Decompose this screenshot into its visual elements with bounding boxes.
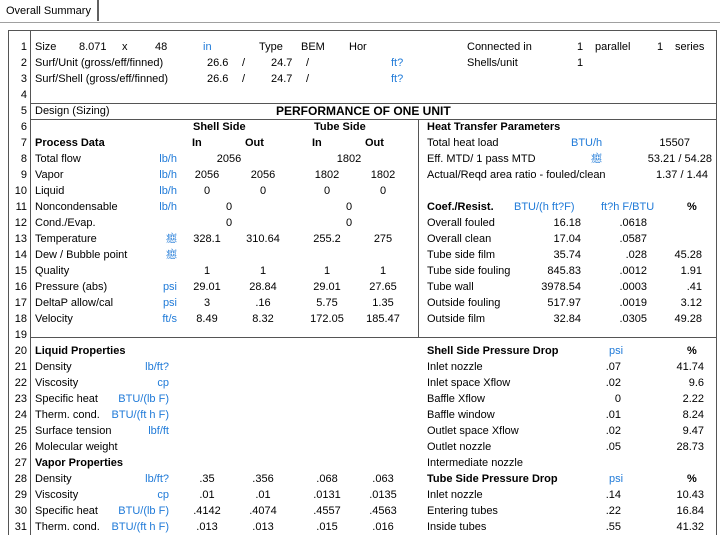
- row-number: 11: [15, 201, 27, 213]
- tube-in-value: 1: [323, 265, 331, 277]
- coef-row-label: Overall clean: [427, 233, 492, 245]
- vapor-row-unit[interactable]: BTU/(lb F): [118, 505, 169, 517]
- row-number: 17: [14, 297, 27, 309]
- process-row-unit[interactable]: lb/h: [159, 201, 177, 213]
- shell-in-value: 2056: [194, 169, 220, 181]
- coef-value: 517.97: [547, 297, 581, 309]
- orientation: Hor: [349, 41, 367, 53]
- heat-load-value: 15507: [659, 137, 690, 149]
- surf-shell-eff: 24.7: [271, 73, 293, 85]
- tube-in-value: 5.75: [316, 297, 338, 309]
- ssdp-psi-value: [579, 455, 621, 471]
- ssdp-pct-value: 9.47: [682, 425, 704, 437]
- coef-title: Coef./Resist.: [427, 201, 494, 213]
- ssdp-psi-value: .05: [605, 441, 621, 453]
- tube-out-value: 185.47: [366, 313, 400, 325]
- tsdp-row-label: Inside tubes: [427, 521, 487, 533]
- surf-shell-gross: 26.6: [207, 73, 229, 85]
- row-number: 9: [20, 169, 27, 181]
- vapor-ti-value: .015: [316, 521, 338, 533]
- vapor-row-label: Specific heat: [35, 505, 98, 517]
- row-number: 25: [14, 425, 27, 437]
- surf-unit-gross: 26.6: [207, 57, 229, 69]
- shell-out-header: Out: [245, 137, 264, 149]
- process-row-unit[interactable]: lb/h: [159, 185, 177, 197]
- row-number: 19: [14, 329, 27, 341]
- ssdp-title: Shell Side Pressure Drop: [427, 345, 559, 357]
- row-number: 20: [14, 345, 27, 357]
- row-number: 2: [20, 57, 27, 69]
- surf-unit-unit[interactable]: ft?: [391, 57, 404, 69]
- row-number: 13: [14, 233, 27, 245]
- vapor-row-unit[interactable]: cp: [157, 489, 169, 501]
- liquid-row-unit[interactable]: lbf/ft: [148, 425, 169, 437]
- tab-overall-summary[interactable]: Overall Summary: [0, 0, 99, 21]
- ssdp-row-label: Inlet nozzle: [427, 361, 483, 373]
- shell-out-value: 0: [259, 185, 267, 197]
- ssdp-psi-value: 0: [614, 393, 621, 405]
- shell-out-value: 310.64: [246, 233, 280, 245]
- ssdp-unit[interactable]: psi: [609, 345, 624, 357]
- tube-in-value: 172.05: [310, 313, 344, 325]
- vapor-si-value: .35: [199, 473, 215, 485]
- row-number: 22: [14, 377, 27, 389]
- parallel-label: parallel: [595, 41, 631, 53]
- row-number: 16: [14, 281, 27, 293]
- tube-value: 0: [345, 217, 353, 229]
- shell-value: 2056: [216, 153, 242, 165]
- tube-out-header: Out: [365, 137, 384, 149]
- tsdp-pct-value: 41.32: [676, 521, 704, 533]
- coef-row-label: Tube wall: [427, 281, 474, 293]
- resist-value: .028: [625, 249, 647, 261]
- vapor-so-value: .4074: [249, 505, 277, 517]
- htp-title: Heat Transfer Parameters: [427, 121, 561, 133]
- vapor-to-value: .4563: [369, 505, 397, 517]
- process-row-label: Liquid: [35, 185, 65, 197]
- size-a: 8.071: [79, 41, 107, 53]
- tube-out-value: 0: [379, 185, 387, 197]
- coef-pct-value: 49.28: [674, 313, 702, 325]
- row-number: 23: [14, 393, 27, 405]
- liquid-row-label: Viscosity: [35, 377, 79, 389]
- coef-row-label: Outside film: [427, 313, 486, 325]
- coef-pct: %: [687, 201, 697, 213]
- process-row-unit[interactable]: lb/h: [159, 153, 177, 165]
- slash: /: [306, 57, 310, 69]
- tsdp-pct-value: 10.43: [676, 489, 704, 501]
- vapor-row-label: Density: [35, 473, 72, 485]
- ssdp-psi-value: .01: [605, 409, 621, 421]
- tsdp-title: Tube Side Pressure Drop: [427, 473, 558, 485]
- performance-title: PERFORMANCE OF ONE UNIT: [276, 104, 451, 118]
- shell-in-value: 328.1: [193, 233, 221, 245]
- size-b: 48: [155, 41, 168, 53]
- row-number: 28: [14, 473, 27, 485]
- ssdp-row-label: Intermediate nozzle: [427, 457, 523, 469]
- row-number: 1: [20, 41, 27, 53]
- coef-value: 35.74: [553, 249, 581, 261]
- tube-side-header: Tube Side: [314, 121, 366, 133]
- process-row-label: DeltaP allow/cal: [35, 297, 114, 309]
- mtd-value: 53.21 / 54.28: [647, 153, 712, 165]
- row-number: 3: [20, 73, 27, 85]
- liquid-row-label: Density: [35, 361, 72, 373]
- coef-unit-2[interactable]: ft?h F/BTU: [601, 201, 655, 213]
- heat-load-label: Total heat load: [427, 137, 499, 149]
- process-row-label: Total flow: [35, 153, 81, 165]
- shell-value: 0: [225, 201, 233, 213]
- process-row-label: Velocity: [35, 313, 73, 325]
- row-number: 24: [14, 409, 27, 421]
- coef-value: 3978.54: [541, 281, 581, 293]
- tube-in-value: 1802: [314, 169, 340, 181]
- row-number: 14: [14, 249, 27, 261]
- shells-label: Shells/unit: [467, 57, 518, 69]
- area-ratio-label: Actual/Reqd area ratio - fouled/clean: [427, 169, 606, 181]
- shell-in-value: 29.01: [193, 281, 221, 293]
- coef-row-label: Tube side film: [427, 249, 496, 261]
- coef-pct-value: [659, 231, 702, 247]
- tube-out-value: 1: [379, 265, 387, 277]
- row-number: 26: [14, 441, 27, 453]
- ssdp-pct: %: [687, 345, 697, 357]
- ssdp-row-label: Inlet space Xflow: [427, 377, 511, 389]
- slash: /: [242, 73, 246, 85]
- process-row-label: Cond./Evap.: [35, 217, 96, 229]
- ssdp-row-label: Baffle Xflow: [427, 393, 485, 405]
- shell-side-header: Shell Side: [193, 121, 246, 133]
- tsdp-pct-value: 16.84: [676, 505, 704, 517]
- divider: [30, 337, 716, 338]
- vapor-to-value: .063: [372, 473, 394, 485]
- coef-pct-value: .41: [686, 281, 702, 293]
- vapor-row-unit[interactable]: lb/ft?: [145, 473, 169, 485]
- tube-out-value: 275: [373, 233, 393, 245]
- shell-out-value: .16: [255, 297, 271, 309]
- vapor-si-value: .013: [196, 521, 218, 533]
- heat-load-unit[interactable]: BTU/h: [571, 137, 603, 149]
- ssdp-pct-value: 2.22: [682, 393, 704, 405]
- process-row-unit[interactable]: psi: [162, 297, 177, 309]
- tsdp-psi-value: .22: [605, 505, 621, 517]
- process-row-label: Dew / Bubble point: [35, 249, 128, 261]
- vapor-to-value: .0135: [369, 489, 397, 501]
- connected-num: 1: [577, 41, 584, 53]
- vapor-si-value: .4142: [193, 505, 221, 517]
- row-number: 6: [20, 121, 27, 133]
- shell-value: 0: [225, 217, 233, 229]
- ssdp-row-label: Outlet space Xflow: [427, 425, 519, 437]
- resist-value: .0003: [619, 281, 647, 293]
- coef-row-label: Tube side fouling: [427, 265, 511, 277]
- process-row-label: Temperature: [35, 233, 97, 245]
- shell-in-value: 3: [203, 297, 211, 309]
- liquid-row-unit[interactable]: BTU/(lb F): [118, 393, 169, 405]
- resist-value: .0019: [619, 297, 647, 309]
- process-row-unit[interactable]: psi: [162, 281, 177, 293]
- process-row-unit[interactable]: ft/s: [162, 313, 177, 325]
- coef-value: 845.83: [547, 265, 581, 277]
- liquid-row-label: Molecular weight: [35, 441, 118, 453]
- row-number: 15: [14, 265, 27, 277]
- row-number: 8: [20, 153, 27, 165]
- ssdp-pct-value: [659, 455, 704, 471]
- ssdp-psi-value: .02: [605, 425, 621, 437]
- tube-out-value: 1802: [370, 169, 396, 181]
- vapor-row-label: Therm. cond.: [35, 521, 100, 533]
- shell-out-value: 2056: [250, 169, 276, 181]
- tube-value: 1802: [336, 153, 362, 165]
- row-number: 29: [14, 489, 27, 501]
- coef-unit-1[interactable]: BTU/(h ft?F): [514, 201, 575, 213]
- tsdp-row-label: Inlet nozzle: [427, 489, 483, 501]
- resist-value: .0618: [619, 217, 647, 229]
- liquid-row-unit[interactable]: BTU/(ft h F): [111, 409, 169, 421]
- process-data-title: Process Data: [35, 137, 105, 149]
- vapor-so-value: .356: [252, 473, 274, 485]
- surf-shell-unit[interactable]: ft?: [391, 73, 404, 85]
- series-label: series: [675, 41, 705, 53]
- ssdp-psi-value: .07: [605, 361, 621, 373]
- process-row-unit[interactable]: 癋: [166, 233, 177, 245]
- liquid-row-unit[interactable]: lb/ft?: [145, 361, 169, 373]
- coef-pct-value: 45.28: [674, 249, 702, 261]
- row-number: 5: [20, 105, 27, 117]
- vapor-row-label: Viscosity: [35, 489, 79, 501]
- liquid-row-unit[interactable]: cp: [157, 377, 169, 389]
- shell-out-value: 28.84: [249, 281, 277, 293]
- tube-out-value: 1.35: [372, 297, 394, 309]
- ssdp-pct-value: 28.73: [676, 441, 704, 453]
- coef-value: 17.04: [553, 233, 581, 245]
- mtd-label: Eff. MTD/ 1 pass MTD: [427, 153, 536, 165]
- slash: /: [306, 73, 310, 85]
- tube-in-value: 0: [323, 185, 331, 197]
- coef-row-label: Overall fouled: [427, 217, 495, 229]
- vapor-so-value: .01: [255, 489, 271, 501]
- row-number: 18: [14, 313, 27, 325]
- slash: /: [242, 57, 246, 69]
- tsdp-row-label: Entering tubes: [427, 505, 498, 517]
- row-number: 30: [14, 505, 27, 517]
- tsdp-unit[interactable]: psi: [609, 473, 624, 485]
- divider: [30, 119, 716, 120]
- coef-value: 16.18: [553, 217, 581, 229]
- coef-row-label: Outside fouling: [427, 297, 501, 309]
- tsdp-psi-value: .14: [605, 489, 621, 501]
- ssdp-pct-value: 8.24: [682, 409, 704, 421]
- vapor-row-unit[interactable]: BTU/(ft h F): [111, 521, 169, 533]
- type-value: BEM: [301, 41, 325, 53]
- shell-out-value: 1: [259, 265, 267, 277]
- connected-label: Connected in: [467, 41, 532, 53]
- resist-value: .0012: [619, 265, 647, 277]
- size-unit[interactable]: in: [203, 41, 212, 53]
- type-label: Type: [259, 41, 283, 53]
- tube-in-value: 255.2: [313, 233, 341, 245]
- surf-unit-eff: 24.7: [271, 57, 293, 69]
- shell-in-value: 8.49: [196, 313, 218, 325]
- liquid-row-label: Therm. cond.: [35, 409, 100, 421]
- tube-value: 0: [345, 201, 353, 213]
- resist-value: .0305: [619, 313, 647, 325]
- process-row-label: Vapor: [35, 169, 64, 181]
- shell-in-value: 1: [203, 265, 211, 277]
- row-number: 12: [14, 217, 27, 229]
- surf-shell-label: Surf/Shell (gross/eff/finned): [35, 73, 169, 85]
- vapor-title: Vapor Properties: [35, 457, 124, 469]
- liquid-title: Liquid Properties: [35, 345, 126, 357]
- row-number: 31: [14, 521, 27, 533]
- series-num: 1: [657, 41, 664, 53]
- coef-pct-value: 1.91: [680, 265, 702, 277]
- process-row-unit[interactable]: lb/h: [159, 169, 177, 181]
- mtd-unit[interactable]: 癋: [591, 153, 602, 165]
- vapor-si-value: .01: [199, 489, 215, 501]
- process-row-label: Quality: [35, 265, 70, 277]
- tsdp-psi-value: .55: [605, 521, 621, 533]
- ssdp-pct-value: 9.6: [688, 377, 704, 389]
- tube-in-value: 29.01: [313, 281, 341, 293]
- divider: [418, 119, 419, 337]
- surf-unit-label: Surf/Unit (gross/eff/finned): [35, 57, 164, 69]
- row-number: 7: [20, 137, 27, 149]
- coef-pct-value: [659, 215, 702, 231]
- liquid-row-label: Surface tension: [35, 425, 112, 437]
- liquid-row-label: Specific heat: [35, 393, 98, 405]
- coef-pct-value: 3.12: [680, 297, 702, 309]
- shell-in-header: In: [192, 137, 202, 149]
- ssdp-psi-value: .02: [605, 377, 621, 389]
- tab-bar: [0, 0, 720, 23]
- row-number: 10: [14, 185, 27, 197]
- coef-value: 32.84: [553, 313, 581, 325]
- resist-value: .0587: [619, 233, 647, 245]
- vapor-ti-value: .068: [316, 473, 338, 485]
- process-row-label: Pressure (abs): [35, 281, 108, 293]
- size-x: x: [122, 41, 128, 53]
- vapor-ti-value: .4557: [313, 505, 341, 517]
- vapor-so-value: .013: [252, 521, 274, 533]
- size-label: Size: [35, 41, 57, 53]
- tube-out-value: 27.65: [369, 281, 397, 293]
- shells-value: 1: [577, 57, 584, 69]
- ssdp-row-label: Baffle window: [427, 409, 495, 421]
- vapor-to-value: .016: [372, 521, 394, 533]
- row-number-column: [9, 31, 31, 535]
- row-number: 27: [14, 457, 27, 469]
- ssdp-pct-value: 41.74: [676, 361, 704, 373]
- shell-out-value: 8.32: [252, 313, 274, 325]
- tsdp-pct: %: [687, 473, 697, 485]
- summary-sheet: [8, 30, 717, 535]
- vapor-ti-value: .0131: [313, 489, 341, 501]
- area-ratio-value: 1.37 / 1.44: [656, 169, 708, 181]
- row-number: 4: [20, 89, 27, 101]
- process-row-label: Noncondensable: [35, 201, 118, 213]
- shell-in-value: 0: [203, 185, 211, 197]
- design-label: Design (Sizing): [35, 105, 110, 117]
- process-row-unit[interactable]: 癋: [166, 249, 177, 261]
- ssdp-row-label: Outlet nozzle: [427, 441, 492, 453]
- tube-in-header: In: [312, 137, 322, 149]
- row-number: 21: [14, 361, 27, 373]
